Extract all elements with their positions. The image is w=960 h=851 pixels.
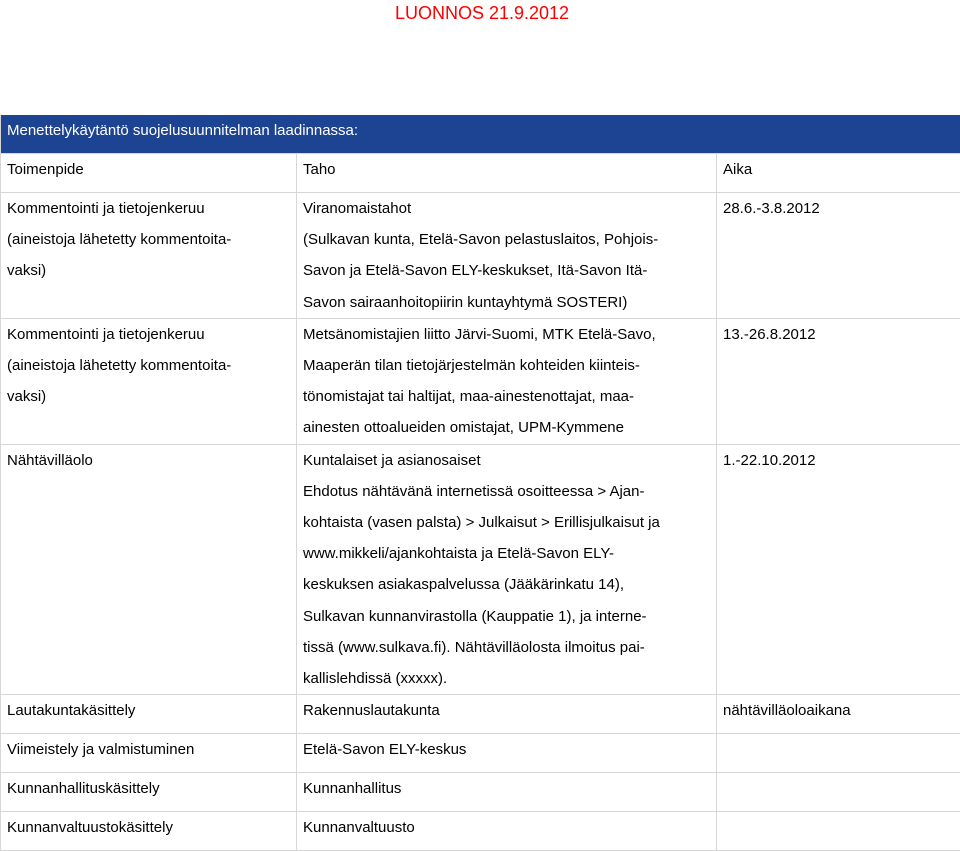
action-line: Kommentointi ja tietojenkeruu bbox=[7, 319, 290, 350]
table-title: Menettelykäytäntö suojelusuunnitelman laadinnassa: bbox=[1, 115, 960, 154]
party-line: tönomistajat tai haltijat, maa-ainestenottajat, maa- bbox=[303, 381, 710, 412]
time-cell bbox=[717, 773, 960, 812]
time-cell: nähtävilläoloaikana bbox=[717, 695, 960, 734]
draft-label: LUONNOS 21.9.2012 bbox=[0, 3, 960, 24]
party-line: tissä (www.sulkava.fi). Nähtävilläolosta ilmoitus pai- bbox=[303, 632, 710, 663]
action-cell: Viimeistely ja valmistuminen bbox=[1, 734, 297, 773]
time-cell bbox=[717, 734, 960, 773]
party-line: Sulkavan kunnanvirastolla (Kauppatie 1), ja interne- bbox=[303, 601, 710, 632]
table-row bbox=[1, 444, 960, 695]
action-line: Kommentointi ja tietojenkeruu bbox=[7, 193, 290, 224]
action-cell bbox=[1, 193, 297, 319]
time-cell bbox=[717, 812, 960, 851]
action-line: (aineistoja lähetetty kommentoita- bbox=[7, 224, 290, 255]
table-row bbox=[1, 193, 960, 319]
column-header-party: Taho bbox=[297, 154, 717, 193]
action-cell: Lautakuntakäsittely bbox=[1, 695, 297, 734]
time-cell: 28.6.-3.8.2012 bbox=[717, 193, 960, 319]
table-row bbox=[1, 773, 960, 812]
action-cell bbox=[1, 318, 297, 444]
action-line: (aineistoja lähetetty kommentoita- bbox=[7, 350, 290, 381]
time-cell: 13.-26.8.2012 bbox=[717, 318, 960, 444]
column-header-time: Aika bbox=[717, 154, 960, 193]
party-line: Viranomaistahot bbox=[303, 193, 710, 224]
party-line: Savon ja Etelä-Savon ELY-keskukset, Itä-Savon Itä- bbox=[303, 255, 710, 286]
party-line: ainesten ottoalueiden omistajat, UPM-Kymmene bbox=[303, 412, 710, 443]
party-line: keskuksen asiakaspalvelussa (Jääkärinkatu 14), bbox=[303, 569, 710, 600]
action-line: vaksi) bbox=[7, 381, 290, 412]
party-cell: Kunnanhallitus bbox=[297, 773, 717, 812]
party-line: Maaperän tilan tietojärjestelmän kohteiden kiinteis- bbox=[303, 350, 710, 381]
table-row bbox=[1, 812, 960, 851]
action-cell bbox=[1, 444, 297, 695]
table-row bbox=[1, 318, 960, 444]
action-line: Nähtävilläolo bbox=[7, 445, 290, 476]
party-cell: Etelä-Savon ELY-keskus bbox=[297, 734, 717, 773]
party-cell bbox=[297, 193, 717, 319]
table-row bbox=[1, 734, 960, 773]
party-cell: Kunnanvaltuusto bbox=[297, 812, 717, 851]
party-line: (Sulkavan kunta, Etelä-Savon pelastuslaitos, Pohjois- bbox=[303, 224, 710, 255]
party-cell bbox=[297, 318, 717, 444]
party-line: kallislehdissä (xxxxx). bbox=[303, 663, 710, 694]
party-line: kohtaista (vasen palsta) > Julkaisut > Erillisjulkaisut ja bbox=[303, 507, 710, 538]
party-line: Kuntalaiset ja asianosaiset bbox=[303, 445, 710, 476]
party-cell: Rakennuslautakunta bbox=[297, 695, 717, 734]
party-line: Ehdotus nähtävänä internetissä osoitteessa > Ajan- bbox=[303, 476, 710, 507]
party-cell bbox=[297, 444, 717, 695]
action-line: vaksi) bbox=[7, 255, 290, 286]
column-header-action: Toimenpide bbox=[1, 154, 297, 193]
column-header-row bbox=[1, 154, 960, 193]
procedure-table bbox=[0, 115, 960, 851]
action-cell: Kunnanvaltuustokäsittely bbox=[1, 812, 297, 851]
party-line: www.mikkeli/ajankohtaista ja Etelä-Savon ELY- bbox=[303, 538, 710, 569]
party-line: Metsänomistajien liitto Järvi-Suomi, MTK Etelä-Savo, bbox=[303, 319, 710, 350]
party-line: Savon sairaanhoitopiirin kuntayhtymä SOSTERI) bbox=[303, 287, 710, 318]
time-cell: 1.-22.10.2012 bbox=[717, 444, 960, 695]
table-title-row bbox=[1, 115, 960, 154]
action-cell: Kunnanhallituskäsittely bbox=[1, 773, 297, 812]
table-row bbox=[1, 695, 960, 734]
